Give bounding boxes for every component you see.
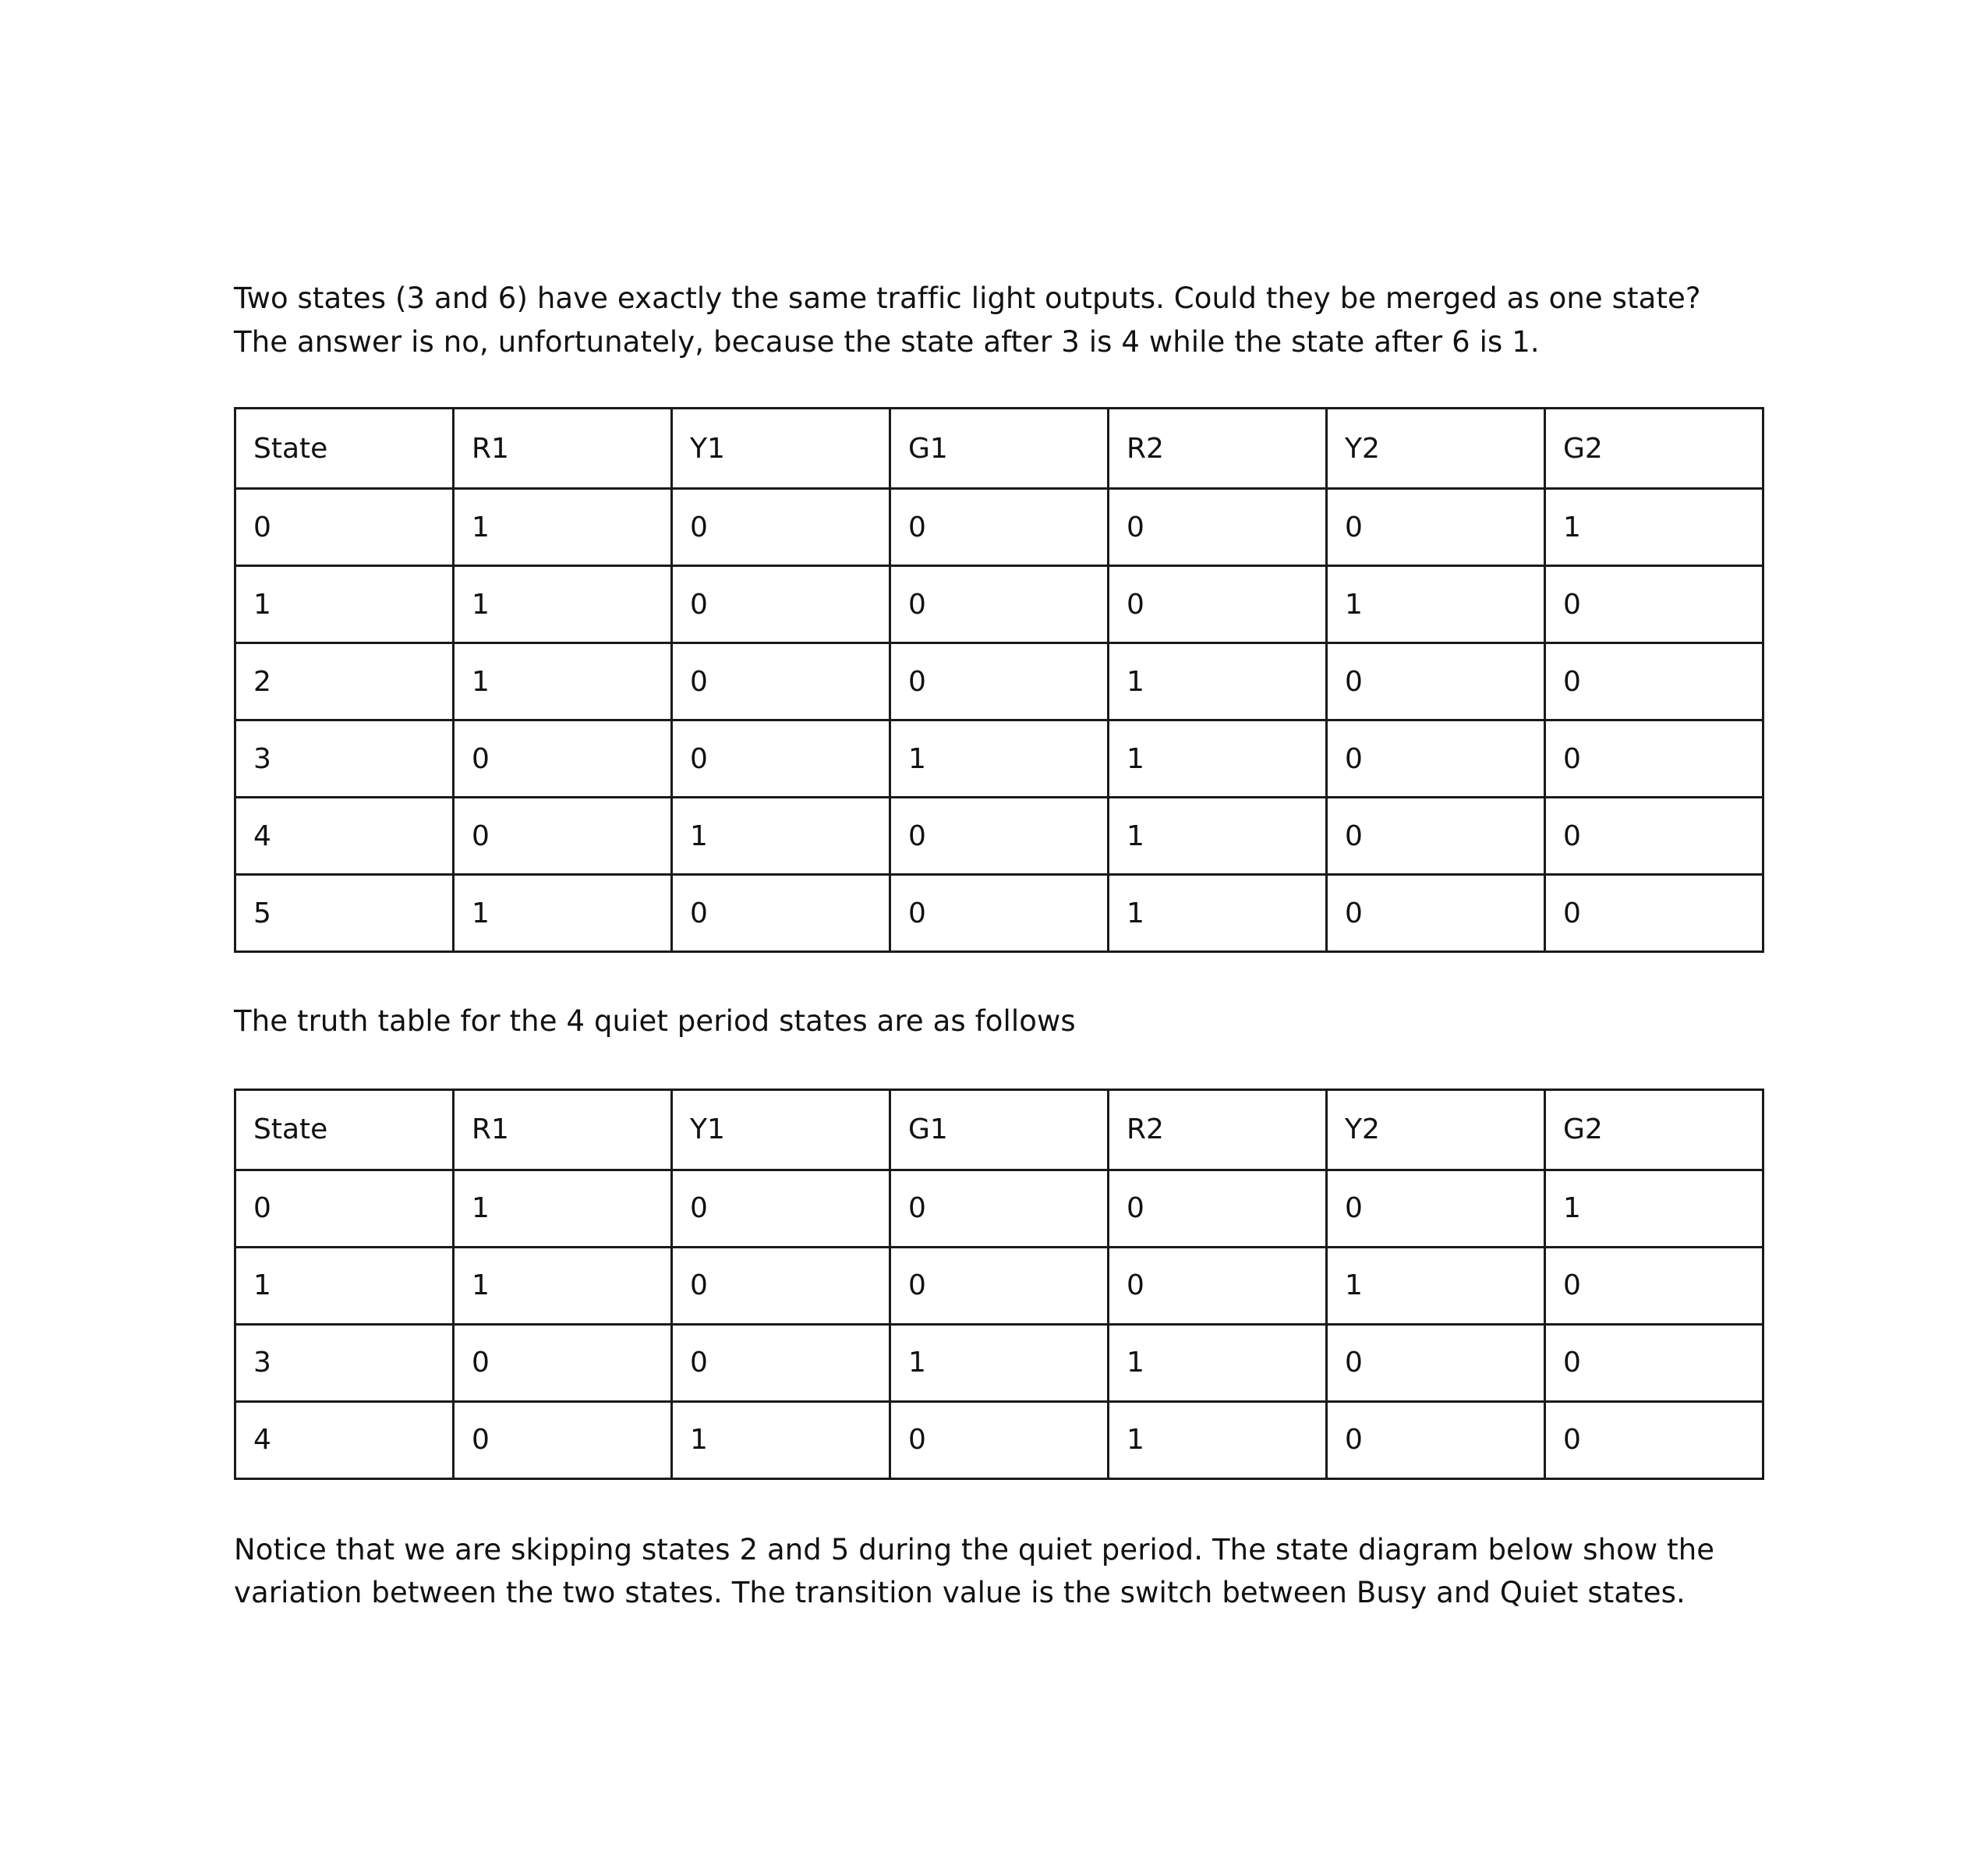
cell-g1: 1	[890, 1324, 1109, 1401]
cell-g2: 0	[1545, 643, 1763, 720]
cell-y2: 0	[1327, 1170, 1545, 1247]
table-header-row	[235, 409, 1763, 489]
column-header-r1: R1	[454, 1089, 672, 1170]
table-row	[235, 1401, 1763, 1478]
cell-r2: 0	[1109, 1247, 1327, 1324]
cell-r2: 1	[1109, 643, 1327, 720]
cell-g2: 0	[1545, 720, 1763, 798]
cell-r1: 0	[454, 1324, 672, 1401]
cell-state: 0	[235, 1170, 454, 1247]
cell-y1: 1	[672, 798, 890, 875]
column-header-g1: G1	[890, 1089, 1109, 1170]
cell-y1: 0	[672, 489, 890, 566]
cell-y1: 1	[672, 1401, 890, 1478]
cell-state: 3	[235, 1324, 454, 1401]
cell-r1: 1	[454, 643, 672, 720]
cell-r2: 0	[1109, 1170, 1327, 1247]
cell-r2: 1	[1109, 1324, 1327, 1401]
cell-r1: 0	[454, 720, 672, 798]
table-row	[235, 720, 1763, 798]
cell-y2: 0	[1327, 489, 1545, 566]
cell-y1: 0	[672, 1170, 890, 1247]
table-row	[235, 875, 1763, 952]
column-header-state: State	[235, 409, 454, 489]
table-row	[235, 566, 1763, 643]
cell-y1: 0	[672, 720, 890, 798]
table-row	[235, 489, 1763, 566]
cell-g1: 0	[890, 1247, 1109, 1324]
cell-g1: 0	[890, 798, 1109, 875]
cell-y1: 0	[672, 643, 890, 720]
column-header-y2: Y2	[1327, 1089, 1545, 1170]
busy-period-truth-table	[234, 407, 1764, 953]
table-row	[235, 798, 1763, 875]
quiet-period-truth-table	[234, 1089, 1764, 1480]
cell-state: 2	[235, 643, 454, 720]
table-row	[235, 643, 1763, 720]
cell-g2: 0	[1545, 566, 1763, 643]
cell-y2: 1	[1327, 1247, 1545, 1324]
cell-r2: 0	[1109, 489, 1327, 566]
column-header-r1: R1	[454, 409, 672, 489]
column-header-y2: Y2	[1327, 409, 1545, 489]
column-header-y1: Y1	[672, 409, 890, 489]
cell-y2: 0	[1327, 643, 1545, 720]
cell-y2: 0	[1327, 1324, 1545, 1401]
column-header-y1: Y1	[672, 1089, 890, 1170]
cell-g1: 0	[890, 566, 1109, 643]
table-row	[235, 1247, 1763, 1324]
cell-g2: 0	[1545, 1247, 1763, 1324]
column-header-r2: R2	[1109, 1089, 1327, 1170]
cell-r2: 1	[1109, 1401, 1327, 1478]
column-header-state: State	[235, 1089, 454, 1170]
cell-g1: 0	[890, 1401, 1109, 1478]
cell-g1: 1	[890, 720, 1109, 798]
cell-y1: 0	[672, 1324, 890, 1401]
cell-r1: 1	[454, 1247, 672, 1324]
cell-g1: 0	[890, 489, 1109, 566]
cell-y2: 0	[1327, 875, 1545, 952]
cell-y1: 0	[672, 875, 890, 952]
cell-state: 1	[235, 566, 454, 643]
cell-state: 3	[235, 720, 454, 798]
cell-g2: 0	[1545, 1324, 1763, 1401]
cell-r2: 1	[1109, 875, 1327, 952]
cell-state: 1	[235, 1247, 454, 1324]
cell-g2: 0	[1545, 1401, 1763, 1478]
cell-g1: 0	[890, 1170, 1109, 1247]
cell-r2: 0	[1109, 566, 1327, 643]
middle-paragraph: The truth table for the 4 quiet period states are as follows	[234, 1004, 1076, 1038]
cell-state: 4	[235, 798, 454, 875]
cell-y1: 0	[672, 566, 890, 643]
cell-state: 0	[235, 489, 454, 566]
cell-y2: 0	[1327, 720, 1545, 798]
cell-y2: 1	[1327, 566, 1545, 643]
cell-state: 5	[235, 875, 454, 952]
column-header-g2: G2	[1545, 409, 1763, 489]
cell-g1: 0	[890, 875, 1109, 952]
cell-y2: 0	[1327, 798, 1545, 875]
cell-state: 4	[235, 1401, 454, 1478]
table-header-row	[235, 1089, 1763, 1170]
cell-g1: 0	[890, 643, 1109, 720]
cell-y1: 0	[672, 1247, 890, 1324]
cell-r1: 0	[454, 1401, 672, 1478]
cell-g2: 0	[1545, 798, 1763, 875]
cell-r1: 1	[454, 875, 672, 952]
cell-r1: 1	[454, 489, 672, 566]
table-row	[235, 1170, 1763, 1247]
cell-r2: 1	[1109, 720, 1327, 798]
table-row	[235, 1324, 1763, 1401]
column-header-g2: G2	[1545, 1089, 1763, 1170]
cell-r1: 1	[454, 566, 672, 643]
cell-y2: 0	[1327, 1401, 1545, 1478]
cell-g2: 0	[1545, 875, 1763, 952]
column-header-r2: R2	[1109, 409, 1327, 489]
intro-paragraph: Two states (3 and 6) have exactly the same traffic light outputs. Could they be merged as one state? The answer is no, unfortunately, because the state after 3 is 4 while the state after 6 is 1.	[234, 281, 1701, 359]
cell-r1: 1	[454, 1170, 672, 1247]
cell-r2: 1	[1109, 798, 1327, 875]
column-header-g1: G1	[890, 409, 1109, 489]
closing-paragraph: Notice that we are skipping states 2 and 5 during the quiet period. The state diagram below show the variation between the two states. The transition value is the switch between Busy and Quiet states.	[234, 1532, 1715, 1609]
cell-g2: 1	[1545, 1170, 1763, 1247]
cell-r1: 0	[454, 798, 672, 875]
cell-g2: 1	[1545, 489, 1763, 566]
